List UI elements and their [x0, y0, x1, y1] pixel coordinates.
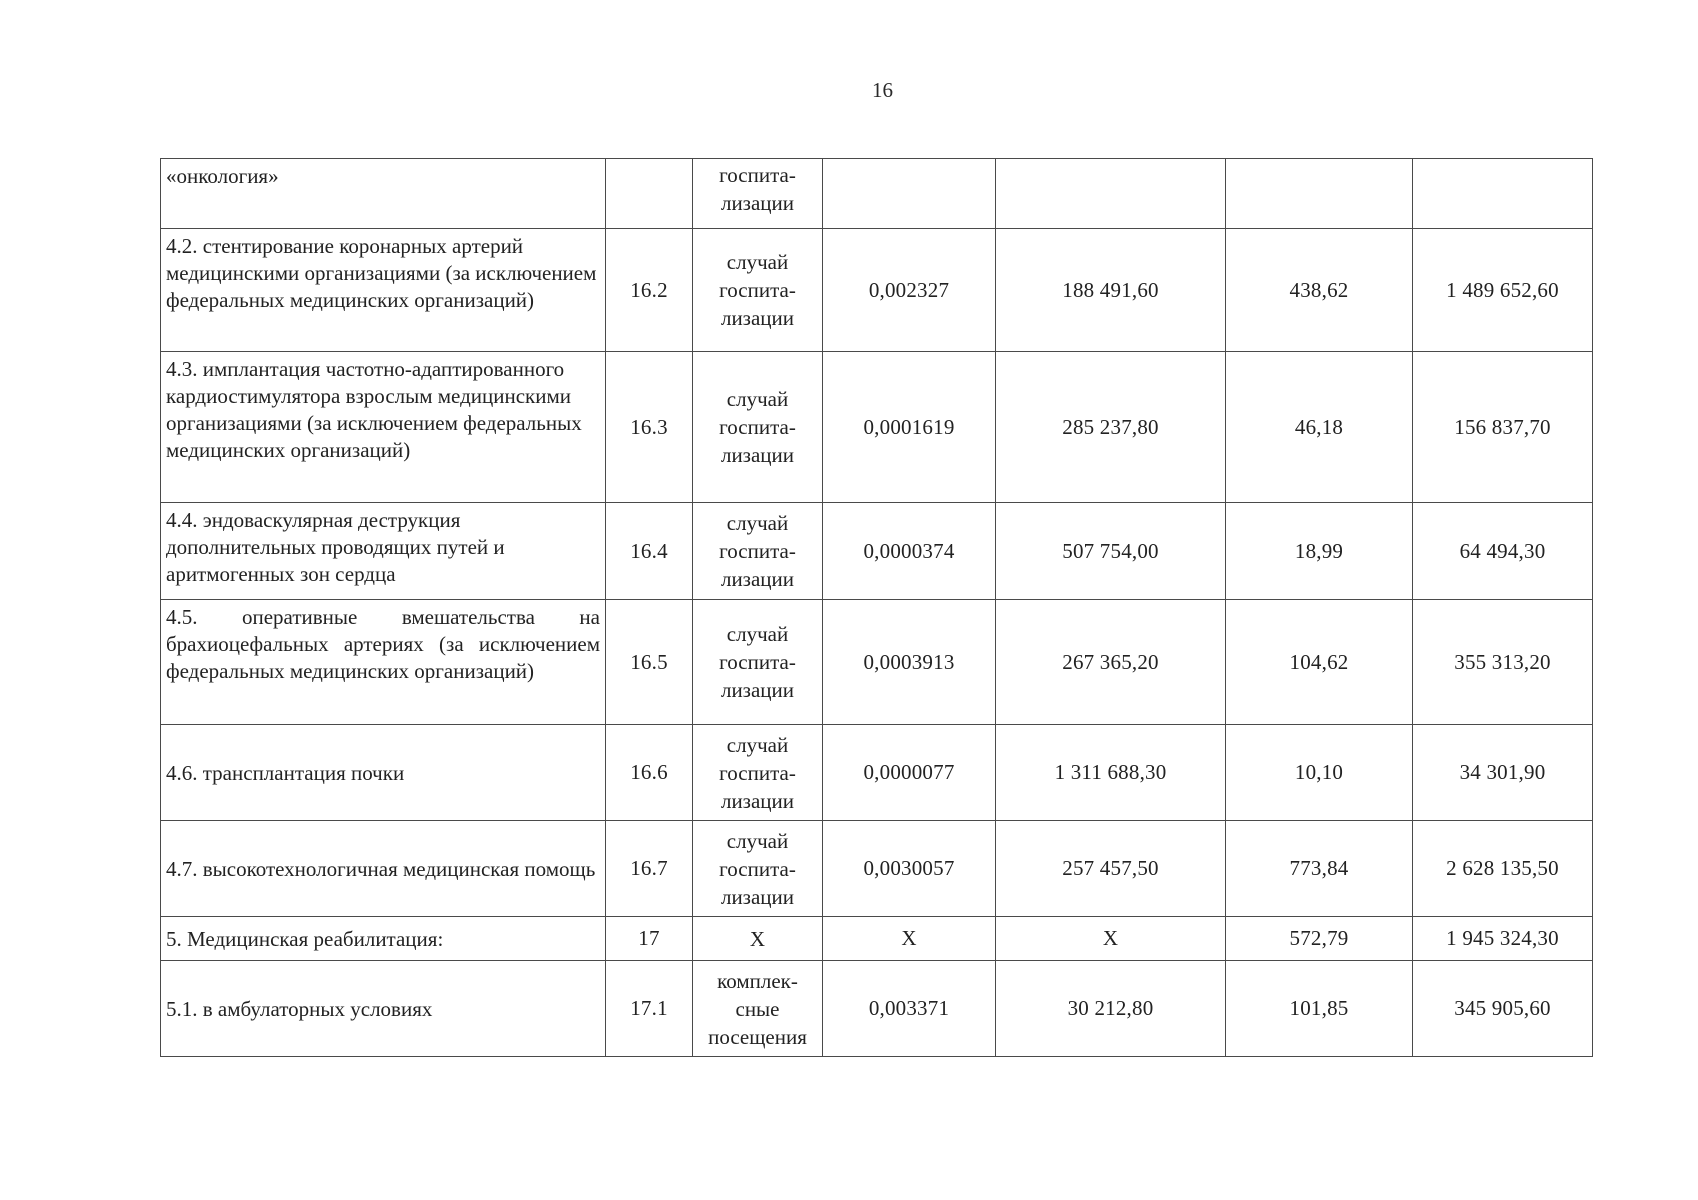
- row-unit-text: случай госпита- лизации: [719, 732, 796, 813]
- row-unit-text: случай госпита- лизации: [719, 511, 796, 591]
- row-cost: X: [996, 917, 1226, 961]
- row-unit: [693, 159, 823, 229]
- row-unit: [693, 725, 823, 821]
- row-total: 2 628 135,50: [1413, 821, 1593, 917]
- table-row: [161, 503, 1593, 600]
- table-row: [161, 159, 1593, 229]
- table-row: [161, 352, 1593, 503]
- row-unit: [693, 352, 823, 503]
- row-per-capita: 18,99: [1226, 503, 1413, 600]
- row-norm: [823, 159, 996, 229]
- page-number: 16: [872, 78, 893, 102]
- row-cost: 267 365,20: [996, 600, 1226, 725]
- row-norm: 0,0003913: [823, 600, 996, 725]
- row-unit-text: случай госпита- лизации: [719, 828, 796, 909]
- row-cost: 507 754,00: [996, 503, 1226, 600]
- row-code: 16.7: [606, 821, 693, 917]
- row-unit-text: госпита- лизации: [719, 163, 796, 215]
- row-name: 4.5. оперативные вмешательства на брахиоцефальных артериях (за исключением федеральных медицинских организаций): [161, 600, 606, 725]
- row-unit-text: комплек- сные посещения: [708, 968, 807, 1049]
- row-norm: 0,003371: [823, 961, 996, 1057]
- row-code: [606, 159, 693, 229]
- row-name: 4.7. высокотехнологичная медицинская помощь: [161, 821, 606, 917]
- row-total: 345 905,60: [1413, 961, 1593, 1057]
- row-name: 4.3. имплантация частотно-адаптированного кардиостимулятора взрослым медицинскими организациями (за исключением федеральных медицинских организаций): [161, 352, 606, 503]
- row-code: 16.6: [606, 725, 693, 821]
- row-unit-text: случай госпита- лизации: [719, 387, 796, 467]
- row-code: 16.4: [606, 503, 693, 600]
- row-total: 34 301,90: [1413, 725, 1593, 821]
- row-cost: 285 237,80: [996, 352, 1226, 503]
- row-norm: X: [823, 917, 996, 961]
- row-name: 4.4. эндоваскулярная деструкция дополнительных проводящих путей и аритмогенных зон сердца: [161, 503, 606, 600]
- row-unit: [693, 503, 823, 600]
- row-norm: 0,002327: [823, 229, 996, 352]
- row-cost: [996, 159, 1226, 229]
- row-total: 64 494,30: [1413, 503, 1593, 600]
- row-name: 5.1. в амбулаторных условиях: [161, 961, 606, 1057]
- row-per-capita: 101,85: [1226, 961, 1413, 1057]
- row-norm: 0,0000374: [823, 503, 996, 600]
- row-code: 16.2: [606, 229, 693, 352]
- row-total: [1413, 159, 1593, 229]
- row-total: 1 945 324,30: [1413, 917, 1593, 961]
- table-row: [161, 600, 1593, 725]
- row-per-capita: 572,79: [1226, 917, 1413, 961]
- row-norm: 0,0001619: [823, 352, 996, 503]
- table-row: [161, 917, 1593, 961]
- row-unit-text: случай госпита- лизации: [719, 250, 796, 330]
- row-cost: 188 491,60: [996, 229, 1226, 352]
- row-cost: 30 212,80: [996, 961, 1226, 1057]
- financing-norms-table: [160, 158, 1593, 1057]
- table-row: [161, 821, 1593, 917]
- row-norm: 0,0000077: [823, 725, 996, 821]
- row-total: 355 313,20: [1413, 600, 1593, 725]
- row-name: 5. Медицинская реабилитация:: [161, 917, 606, 961]
- row-total: 1 489 652,60: [1413, 229, 1593, 352]
- row-cost: 257 457,50: [996, 821, 1226, 917]
- row-per-capita: 773,84: [1226, 821, 1413, 917]
- row-unit: [693, 821, 823, 917]
- row-per-capita: 438,62: [1226, 229, 1413, 352]
- row-per-capita: 10,10: [1226, 725, 1413, 821]
- row-unit-text: X: [749, 926, 766, 951]
- row-name: «онкология»: [161, 159, 606, 229]
- row-code: 17: [606, 917, 693, 961]
- row-cost: 1 311 688,30: [996, 725, 1226, 821]
- table-row: [161, 725, 1593, 821]
- row-code: 16.3: [606, 352, 693, 503]
- row-total: 156 837,70: [1413, 352, 1593, 503]
- row-code: 16.5: [606, 600, 693, 725]
- row-unit: [693, 961, 823, 1057]
- row-per-capita: [1226, 159, 1413, 229]
- row-per-capita: 46,18: [1226, 352, 1413, 503]
- row-unit: [693, 917, 823, 961]
- table-row: [161, 229, 1593, 352]
- row-per-capita: 104,62: [1226, 600, 1413, 725]
- row-unit: [693, 600, 823, 725]
- row-unit: [693, 229, 823, 352]
- row-norm: 0,0030057: [823, 821, 996, 917]
- row-code: 17.1: [606, 961, 693, 1057]
- table-row: [161, 961, 1593, 1057]
- row-unit-text: случай госпита- лизации: [719, 622, 796, 702]
- row-name: 4.6. трансплантация почки: [161, 725, 606, 821]
- row-name: 4.2. стентирование коронарных артерий медицинскими организациями (за исключением федеральных медицинских организаций): [161, 229, 606, 352]
